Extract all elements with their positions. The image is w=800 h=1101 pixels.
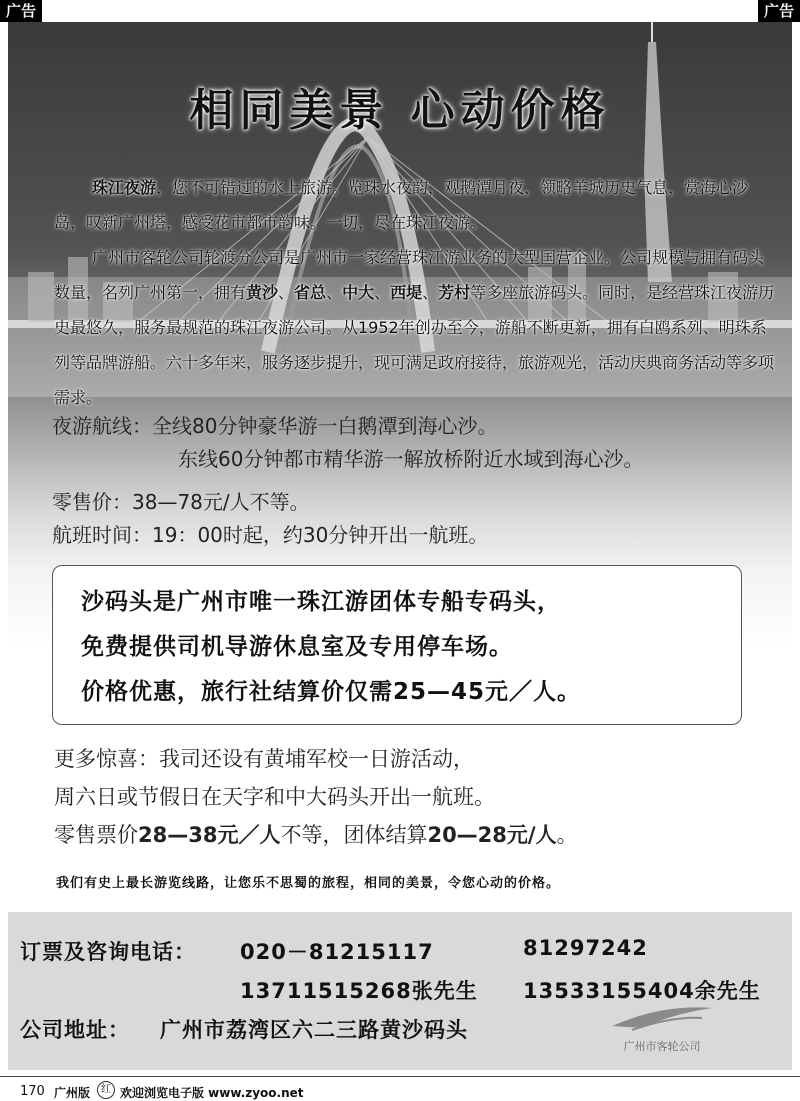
- route-line-1: 夜游航线：全线80分钟豪华游一白鹅潭到海心沙。: [52, 414, 498, 438]
- site-link[interactable]: 欢迎浏览电子版 www.zyoo.net: [120, 1086, 304, 1100]
- ad-label-left: 广告: [0, 0, 42, 22]
- pier-name: 芳村: [438, 283, 471, 302]
- group-price: 20—28元/人: [427, 823, 557, 847]
- more-surprises: [54, 740, 784, 854]
- pier-name: 中大: [342, 283, 375, 302]
- notice-line-3: 价格优惠，旅行社结算价仅需25—45元／人。: [81, 679, 582, 705]
- phone-number-1: 020－81215117: [240, 940, 434, 964]
- ship-logo-icon: [602, 996, 722, 1036]
- more-line-3-e: 。: [556, 823, 578, 847]
- intro-text: [54, 170, 776, 415]
- notice-line-2: 免费提供司机导游休息室及专用停车场。: [81, 634, 513, 660]
- notice-line-1: 沙码头是广州市唯一珠江游团体专船专码头，: [81, 589, 561, 615]
- address: 广州市荔湾区六二三路黄沙码头: [160, 1018, 468, 1042]
- intro-keyword: 珠江夜游: [92, 178, 157, 197]
- slogan: 我们有史上最长游览线路，让您乐不思蜀的旅程，相同的美景，令您心动的价格。: [56, 876, 561, 891]
- pier-name: 黄沙: [246, 283, 279, 302]
- retail-ticket-price: 28—38元／人: [138, 823, 281, 847]
- route-line-2: 东线60分钟都市精华游一解放桥附近水域到海心沙。: [178, 447, 644, 471]
- more-line-3-c: 不等，团体结算: [280, 823, 428, 847]
- edition: 广州版: [54, 1086, 91, 1100]
- company-logo: [602, 996, 722, 1058]
- pier-name: 省总: [294, 283, 327, 302]
- more-line-3-a: 零售票价: [54, 823, 138, 847]
- more-line-1: 更多惊喜：我司还设有黄埔军校一日游活动，: [54, 747, 474, 771]
- page-number: 170: [20, 1084, 45, 1099]
- footer: [0, 1076, 800, 1101]
- headline: 相同美景 心动价格: [189, 85, 611, 136]
- magazine-logo-icon: 红: [97, 1081, 115, 1099]
- intro-p2-b: 等多座旅游码头。同时，是经营珠江夜游历史最悠久，服务最规范的珠江夜游公司。从1952年创办至今，游船不断更新，拥有白鸥系列、明珠系列等品牌游船。六十多年来，服务逐步提升，现可满足政府接待，旅游观光，活动庆典商务活动等多项需求。: [54, 283, 775, 407]
- schedule: 航班时间：19：00时起，约30分钟开出一航班。: [52, 523, 489, 547]
- address-label: 公司地址：: [20, 1018, 130, 1042]
- mobile-number-2: 13533155404余先生: [523, 979, 761, 1003]
- more-line-3: [54, 816, 784, 854]
- phone-label: 订票及咨询电话：: [20, 940, 196, 964]
- mobile-number-1: 13711515268张先生: [240, 979, 478, 1003]
- intro-p1-rest: ，您不可错过的水上旅游。览珠水夜韵，观鹅潭月夜，领略羊城历史气息，赏海心沙岛，叹新广州塔，感受花市都市韵味。一切，尽在珠江夜游。: [54, 178, 749, 232]
- intro-p2-a: 广州市客轮公司轮渡分公司是广州市一家经营珠江游业务的大型国营企业。公司规模与拥有码头数量，名列广州第一，拥有: [54, 248, 765, 302]
- retail-price: 零售价：38—78元/人不等。: [52, 490, 310, 514]
- pier-name: 西堤: [390, 283, 423, 302]
- contact-panel: [8, 912, 792, 1070]
- route-info: [52, 410, 782, 552]
- intro-paragraph-2: 广州市客轮公司轮渡分公司是广州市一家经营珠江游业务的大型国营企业。公司规模与拥有码头数量，名列广州第一，拥有黄沙、省总、中大、西堤、芳村等多座旅游码头。同时，是经营珠江夜游历史最悠久，服务最规范的珠江夜游公司。从1952年创办至今，游船不断更新，拥有白鸥系列、明珠系列等品牌游船。六十多年来，服务逐步提升，现可满足政府接待，旅游观光，活动庆典商务活动等多项需求。: [54, 248, 775, 407]
- more-line-2: 周六日或节假日在天字和中大码头开出一航班。: [54, 785, 495, 809]
- group-notice-box: [52, 565, 742, 725]
- logo-text: 广州市客轮公司: [623, 1040, 701, 1053]
- intro-paragraph-1: [54, 170, 776, 240]
- ad-label-right: 广告: [758, 0, 800, 22]
- phone-number-2: 81297242: [523, 936, 648, 960]
